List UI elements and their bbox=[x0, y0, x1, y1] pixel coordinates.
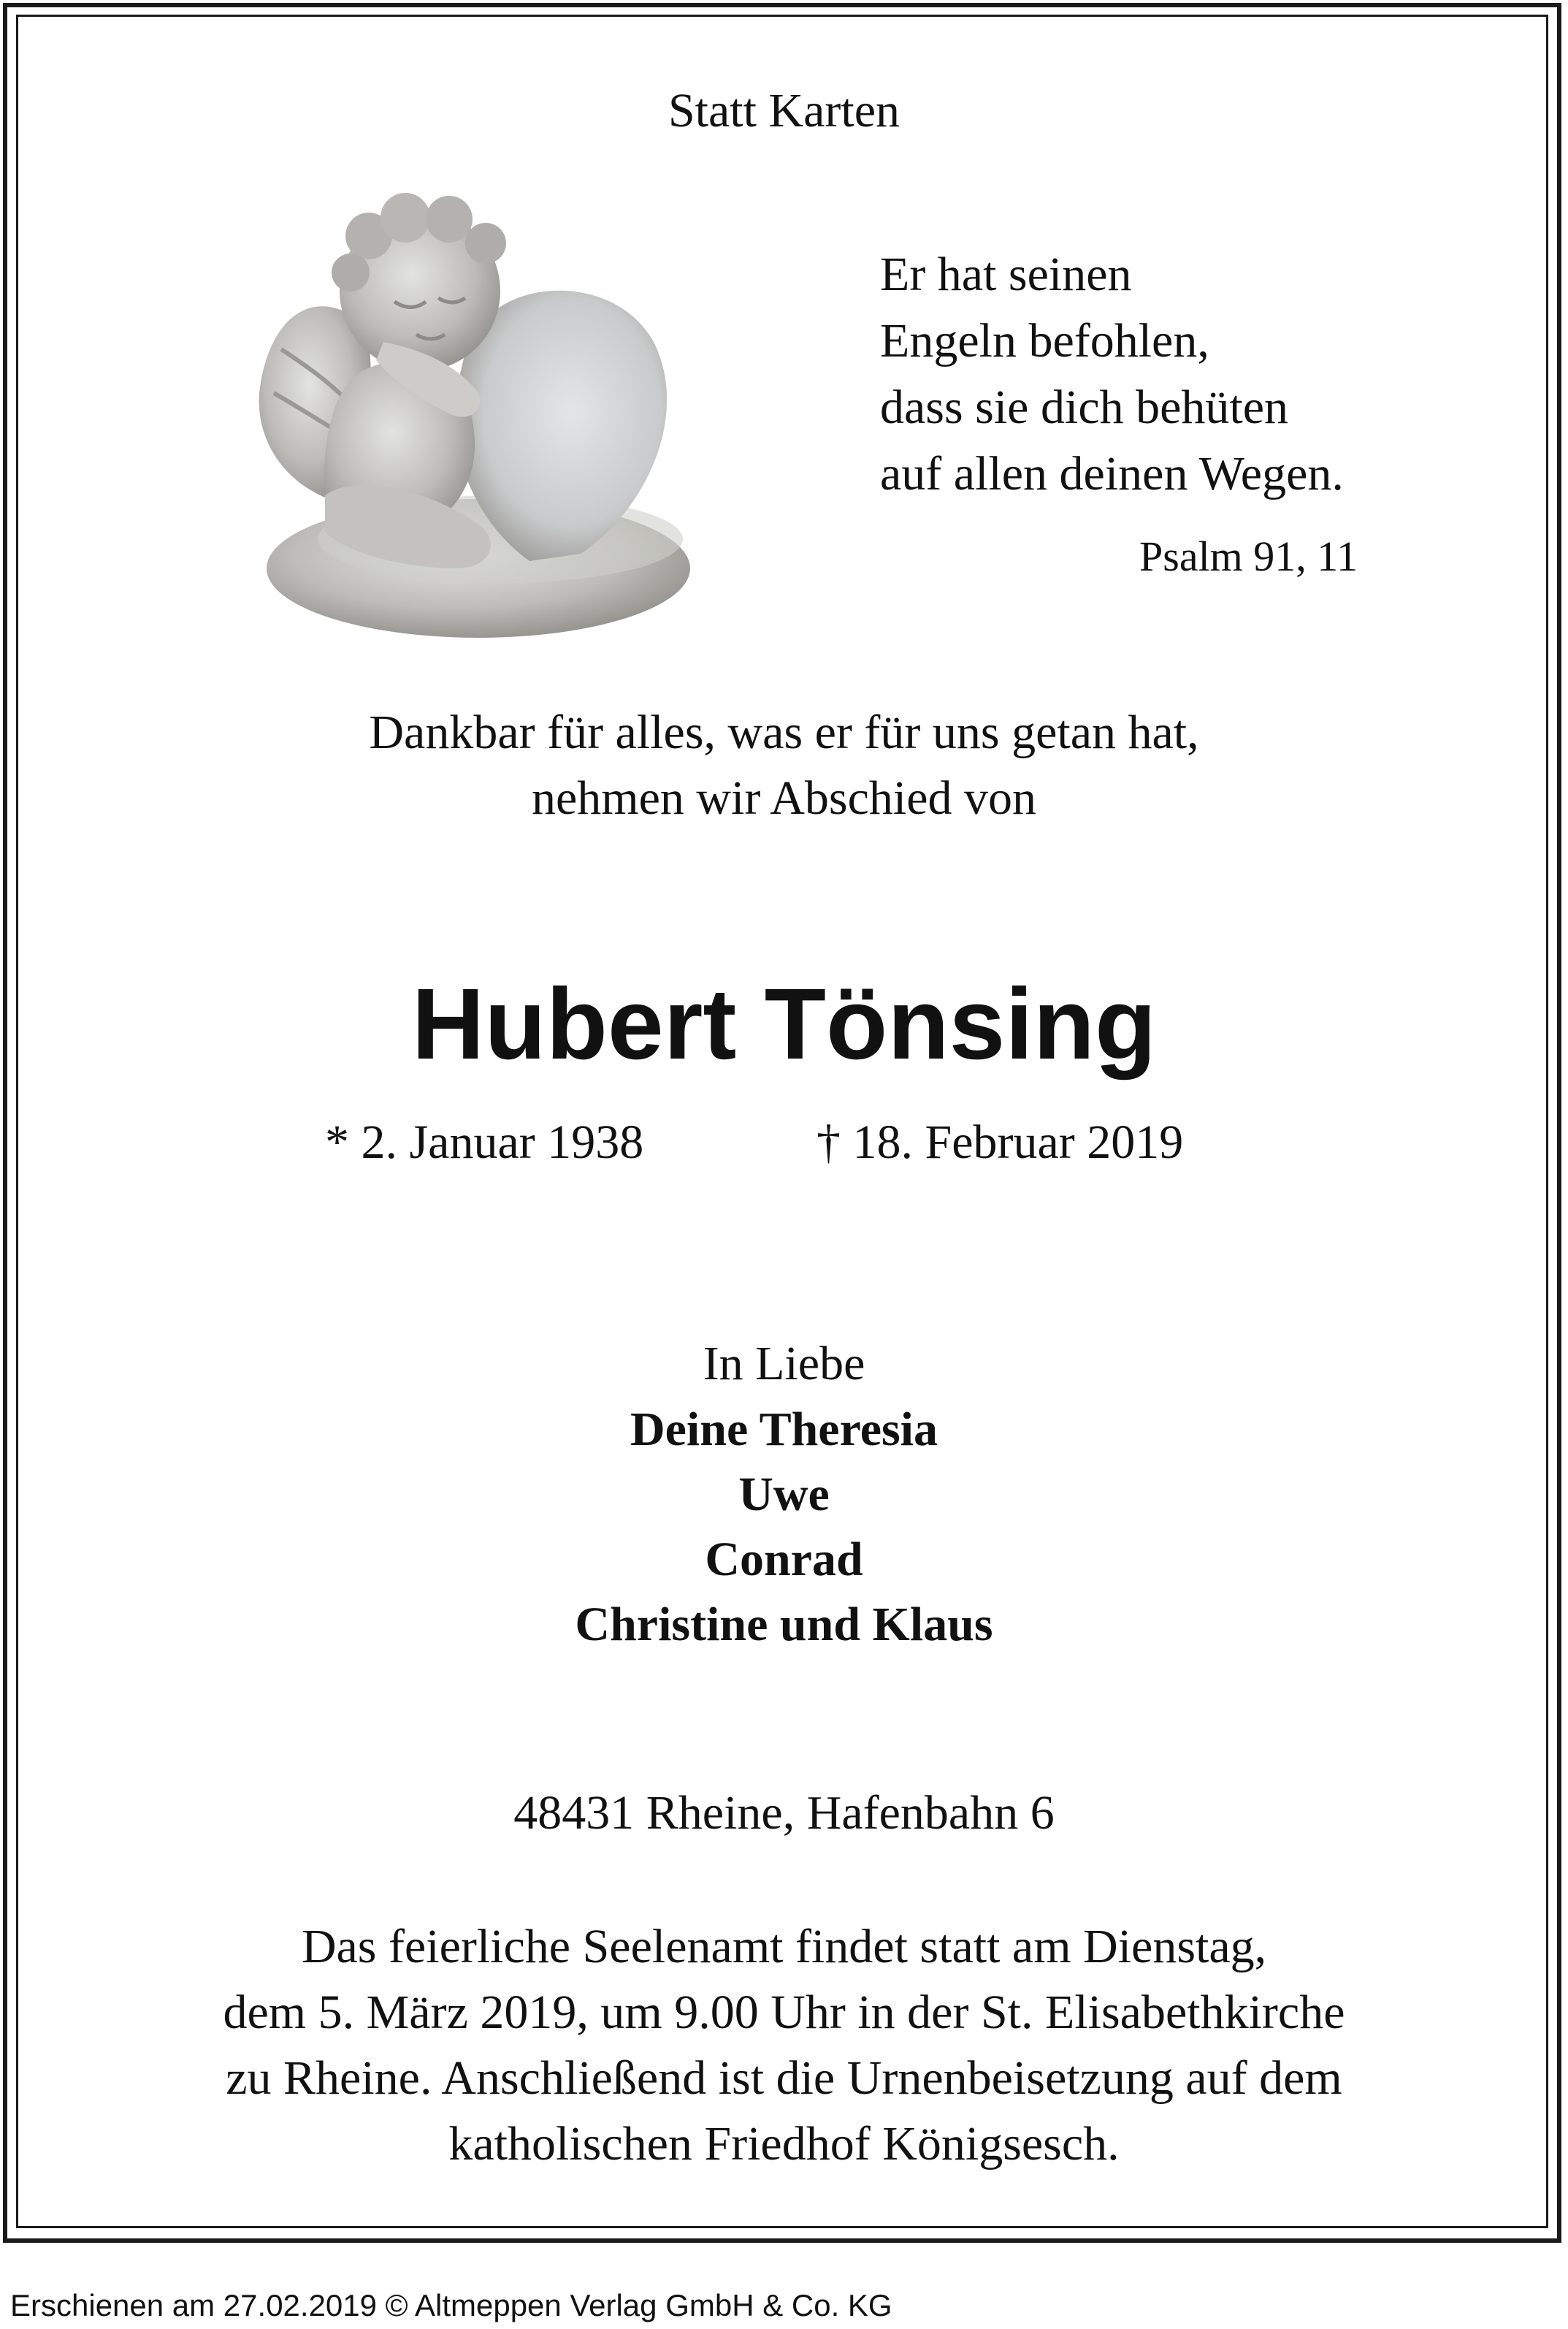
verse-line: dass sie dich behüten bbox=[880, 381, 1289, 434]
intro-line: Dankbar für alles, was er für uns getan hat, bbox=[369, 706, 1199, 759]
death-date: † 18. Februar 2019 bbox=[816, 1116, 1184, 1169]
mourner-name: Uwe bbox=[738, 1468, 830, 1521]
service-info bbox=[0, 1914, 1568, 2177]
birth-date: * 2. Januar 1938 bbox=[325, 1116, 644, 1169]
publication-footer: Erschienen am 27.02.2019 © Altmeppen Verlag GmbH & Co. KG bbox=[10, 2288, 892, 2322]
mourner-name: Conrad bbox=[705, 1533, 863, 1586]
service-line: Das feierliche Seelenamt findet statt am Dienstag, bbox=[301, 1920, 1267, 1973]
verse-reference: Psalm 91, 11 bbox=[1139, 533, 1358, 580]
mourner-name: Christine und Klaus bbox=[575, 1598, 993, 1651]
deceased-name: Hubert Tönsing bbox=[411, 968, 1157, 1080]
service-line: katholischen Friedhof Königsesch. bbox=[448, 2117, 1120, 2170]
intro-text bbox=[0, 700, 1568, 831]
header-statt-karten: Statt Karten bbox=[668, 84, 900, 137]
verse-line: Engeln befohlen, bbox=[880, 314, 1209, 367]
verse-line: auf allen deinen Wegen. bbox=[880, 447, 1344, 500]
verse-line: Er hat seinen bbox=[880, 248, 1132, 301]
service-line: dem 5. März 2019, um 9.00 Uhr in der St. Elisabethkirche bbox=[223, 1986, 1345, 2039]
family-address: 48431 Rheine, Hafenbahn 6 bbox=[513, 1786, 1055, 1840]
closing-text: In Liebe bbox=[703, 1337, 865, 1390]
mourners-list bbox=[0, 1397, 1568, 1657]
mourner-name: Deine Theresia bbox=[630, 1403, 938, 1456]
psalm-verse bbox=[880, 241, 1344, 507]
intro-line: nehmen wir Abschied von bbox=[531, 771, 1037, 825]
angel-with-heart-statue-icon bbox=[237, 181, 705, 649]
service-line: zu Rheine. Anschließend ist die Urnenbeisetzung auf dem bbox=[226, 2051, 1342, 2105]
